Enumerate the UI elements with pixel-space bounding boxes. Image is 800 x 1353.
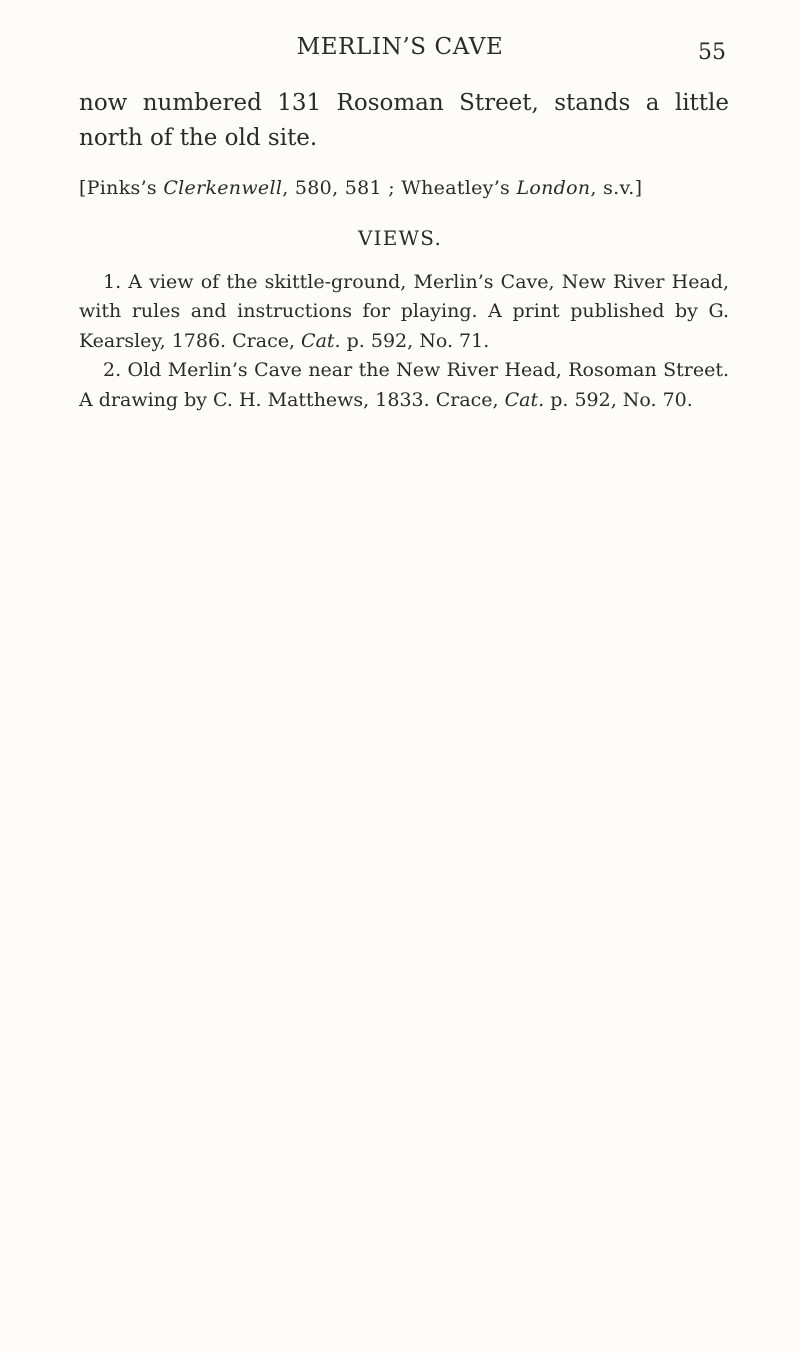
running-title: MERLIN’S CAVE xyxy=(296,34,504,60)
view-item-cat: Cat. xyxy=(504,388,545,411)
view-item-text: 1. A view of the skittle-ground, Merlin’s Cave, New River Head, with rules and instructions for playing. A print published by G. Kearsley, 1786. Crace, xyxy=(79,271,729,352)
ref-mid: , 580, 581 ; Wheatley’s xyxy=(282,177,517,199)
paragraph-text: now numbered 131 Rosoman Street, stands a little north of the old site. xyxy=(79,90,729,151)
view-item-cat: Cat. xyxy=(301,329,341,352)
ref-open: [Pinks’s xyxy=(79,177,164,199)
continued-paragraph xyxy=(79,86,729,155)
ref-work-clerkenwell: Clerkenwell xyxy=(163,177,283,199)
list-item xyxy=(79,268,729,356)
references-line xyxy=(79,175,729,203)
list-item xyxy=(79,356,729,415)
page-number: 55 xyxy=(698,40,726,65)
references xyxy=(79,175,729,203)
running-head xyxy=(0,32,800,64)
view-item-tail: p. 592, No. 71. xyxy=(340,329,490,352)
view-item-tail: p. 592, No. 70. xyxy=(544,388,693,411)
ref-close: , s.v.] xyxy=(590,177,643,199)
views-list xyxy=(79,268,729,415)
ref-work-london: London xyxy=(516,177,591,199)
views-heading: VIEWS. xyxy=(357,226,443,250)
view-item-text: 2. Old Merlin’s Cave near the New River Head, Rosoman Street. A drawing by C. H. Matthews, 1833. Crace, xyxy=(79,359,729,411)
